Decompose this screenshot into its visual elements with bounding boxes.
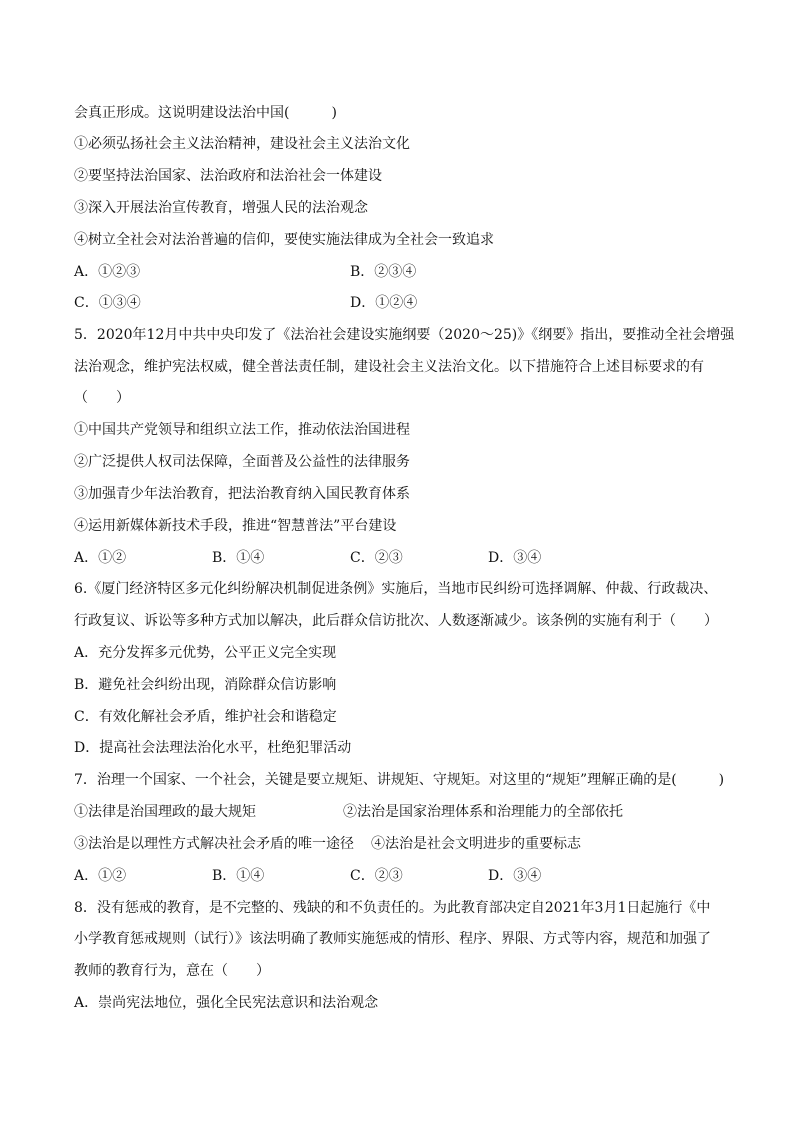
text-line: ④树立全社会对法治普遍的信仰，要使实施法律成为全社会一致追求 bbox=[74, 232, 494, 248]
answer-option: B．避免社会纠纷出现，消除群众信访影响 bbox=[74, 677, 337, 693]
answer-option: B．①④ bbox=[212, 550, 265, 566]
text-line: 会真正形成。这说明建设法治中国( ) bbox=[74, 105, 337, 121]
text-line: ②广泛提供人权司法保障，全面普及公益性的法律服务 bbox=[74, 454, 410, 470]
answer-option: D．③④ bbox=[488, 868, 542, 884]
answer-option: A．①② bbox=[74, 868, 127, 884]
statement-item: ③法治是以理性方式解决社会矛盾的唯一途径 bbox=[74, 836, 354, 852]
statement-item: ④法治是社会文明进步的重要标志 bbox=[371, 836, 581, 852]
answer-option: B．②③④ bbox=[350, 264, 417, 280]
text-line: （ ） bbox=[74, 390, 130, 406]
answer-option: C．①③④ bbox=[74, 295, 141, 311]
text-line: 行政复议、诉讼等多种方式加以解决，此后群众信访批次、人数逐渐减少。该条例的实施有利于（ ） bbox=[74, 613, 718, 629]
answer-option: D．提高社会法理法治化水平，杜绝犯罪活动 bbox=[74, 740, 352, 756]
question-6: 6.《厦门经济特区多元化纠纷解决机制促进条例》实施后，当地市民纠纷可选择调解、仲裁、行政裁决、 bbox=[74, 581, 718, 597]
question-5: 5．2020年12月中共中央印发了《法治社会建设实施纲要（2020～25)》《纲要》指出，要推动全社会增强 bbox=[74, 327, 735, 343]
answer-option: A．崇尚宪法地位，强化全民宪法意识和法治观念 bbox=[74, 995, 379, 1011]
text-line: ④运用新媒体新技术手段，推进“智慧普法”平台建设 bbox=[74, 518, 397, 534]
answer-option: D．③④ bbox=[488, 550, 542, 566]
question-8: 8．没有惩戒的教育，是不完整的、残缺的和不负责任的。为此教育部决定自2021年3月1日起施行《中 bbox=[74, 900, 711, 916]
text-line: ③加强青少年法治教育，把法治教育纳入国民教育体系 bbox=[74, 486, 410, 502]
statement-item: ②法治是国家治理体系和治理能力的全部依托 bbox=[343, 804, 623, 820]
text-line: ①中国共产党领导和组织立法工作，推动依法治国进程 bbox=[74, 422, 410, 438]
answer-option: B．①④ bbox=[212, 868, 265, 884]
text-line: 教师的教育行为，意在（ ） bbox=[74, 963, 270, 979]
answer-option: C．②③ bbox=[350, 550, 403, 566]
answer-option: C．②③ bbox=[350, 868, 403, 884]
statement-item: ①法律是治国理政的最大规矩 bbox=[74, 804, 256, 820]
text-line: ③深入开展法治宣传教育，增强人民的法治观念 bbox=[74, 200, 368, 216]
answer-option: A．①② bbox=[74, 550, 127, 566]
text-line: ①必须弘扬社会主义法治精神，建设社会主义法治文化 bbox=[74, 136, 410, 152]
answer-option: C．有效化解社会矛盾，维护社会和谐稳定 bbox=[74, 709, 337, 725]
text-line: 小学教育惩戒规则（试行）》该法明确了教师实施惩戒的情形、程序、界限、方式等内容，规范和加强了 bbox=[74, 931, 711, 947]
text-line: 法治观念，维护宪法权威，健全普法责任制，建设社会主义法治文化。以下措施符合上述目标要求的有 bbox=[74, 359, 704, 375]
answer-option: D．①②④ bbox=[350, 295, 418, 311]
answer-option: A．充分发挥多元优势，公平正义完全实现 bbox=[74, 645, 337, 661]
question-7: 7．治理一个国家、一个社会，关键是要立规矩、讲规矩、守规矩。对这里的“规矩”理解正确的是( ) bbox=[74, 772, 725, 788]
text-line: ②要坚持法治国家、法治政府和法治社会一体建设 bbox=[74, 168, 382, 184]
answer-option: A．①②③ bbox=[74, 264, 141, 280]
